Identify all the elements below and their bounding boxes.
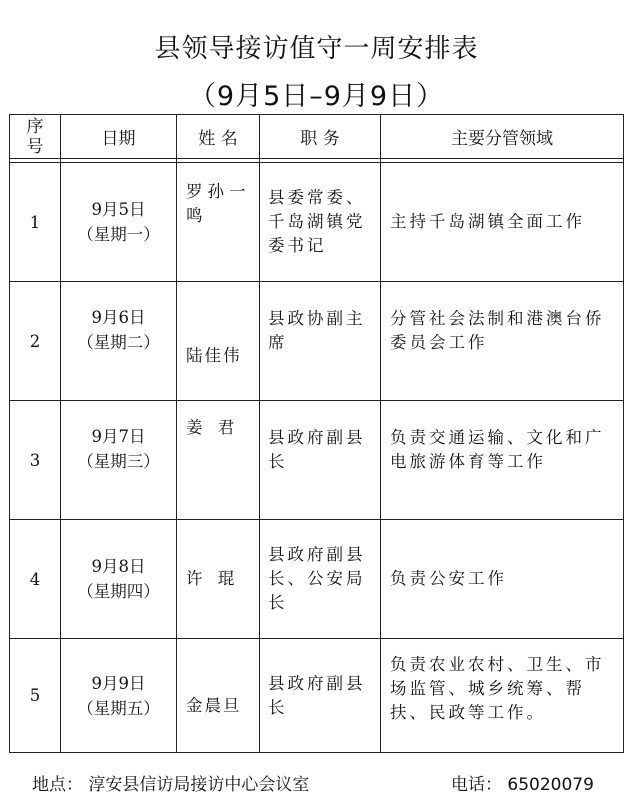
row-name — [177, 163, 260, 282]
row-name-text: 许 琨 — [186, 569, 240, 588]
row-date — [61, 639, 177, 753]
row-no: 1 — [10, 163, 61, 282]
header-date: 日期 — [61, 115, 177, 159]
table-row — [10, 282, 624, 401]
row-position — [260, 401, 381, 520]
row-no: 3 — [10, 401, 61, 520]
table-row — [10, 639, 624, 753]
page-title: 县领导接访值守一周安排表 — [154, 34, 479, 64]
header-name: 姓 名 — [177, 115, 260, 159]
row-position-text: 县政府副县长 — [268, 428, 366, 471]
header-no: 序号 — [10, 115, 61, 159]
row-area — [381, 520, 624, 639]
schedule-table — [9, 114, 624, 753]
row-area — [381, 282, 624, 401]
row-position — [260, 639, 381, 753]
row-area — [381, 163, 624, 282]
row-date-day: 9月8日 — [91, 557, 146, 576]
row-date — [61, 401, 177, 520]
row-area-text: 负责农业农村、卫生、市场监管、城乡统筹、帮扶、民政等工作。 — [390, 654, 605, 722]
row-position-text: 县政府副县长、公安局长 — [268, 545, 366, 612]
row-date-day: 9月9日 — [91, 673, 146, 693]
table-row — [10, 163, 624, 282]
row-name-text: 罗孙一鸣 — [186, 182, 251, 225]
header-area: 主要分管领域 — [381, 115, 624, 159]
row-name — [177, 639, 260, 753]
date-range-subtitle: （9月5日–9月9日） — [188, 81, 445, 112]
row-date-day: 9月7日 — [91, 427, 146, 446]
row-name — [177, 401, 260, 520]
row-date-weekday: （星期二） — [77, 333, 160, 352]
row-name — [177, 282, 260, 401]
row-date-weekday: （星期三） — [77, 452, 160, 471]
row-position — [260, 163, 381, 282]
row-area-text: 负责公安工作 — [390, 569, 507, 588]
row-date-day: 9月5日 — [91, 200, 146, 219]
row-name-text: 姜 君 — [186, 418, 240, 437]
row-date — [61, 520, 177, 639]
footer-phone: 电话： 65020079 — [451, 775, 594, 795]
row-date — [61, 282, 177, 401]
row-position-text: 县委常委、千岛湖镇党委书记 — [268, 188, 366, 255]
header-position: 职 务 — [260, 115, 381, 159]
row-area-text: 分管社会法制和港澳台侨委员会工作 — [390, 309, 605, 352]
row-name-text: 金晨旦 — [186, 695, 242, 715]
row-position-text: 县政府副县长 — [268, 673, 366, 717]
row-no: 2 — [10, 282, 61, 401]
row-date-weekday: （星期一） — [77, 225, 160, 244]
row-no: 4 — [10, 520, 61, 639]
row-no: 5 — [10, 639, 61, 753]
row-area — [381, 401, 624, 520]
row-date — [61, 163, 177, 282]
table-header-row — [10, 115, 624, 159]
row-name — [177, 520, 260, 639]
row-date-weekday: （星期四） — [77, 582, 160, 601]
row-position — [260, 282, 381, 401]
row-position — [260, 520, 381, 639]
row-date-weekday: （星期五） — [77, 698, 160, 718]
row-area-text: 负责交通运输、文化和广电旅游体育等工作 — [390, 428, 605, 471]
table-row — [10, 401, 624, 520]
row-position-text: 县政协副主席 — [268, 309, 366, 352]
footer-location: 地点： 淳安县信访局接访中心会议室 — [32, 775, 310, 795]
table-row — [10, 520, 624, 639]
row-date-day: 9月6日 — [91, 308, 146, 327]
row-name-text: 陆佳伟 — [186, 346, 242, 365]
row-area — [381, 639, 624, 753]
row-area-text: 主持千岛湖镇全面工作 — [390, 212, 585, 231]
